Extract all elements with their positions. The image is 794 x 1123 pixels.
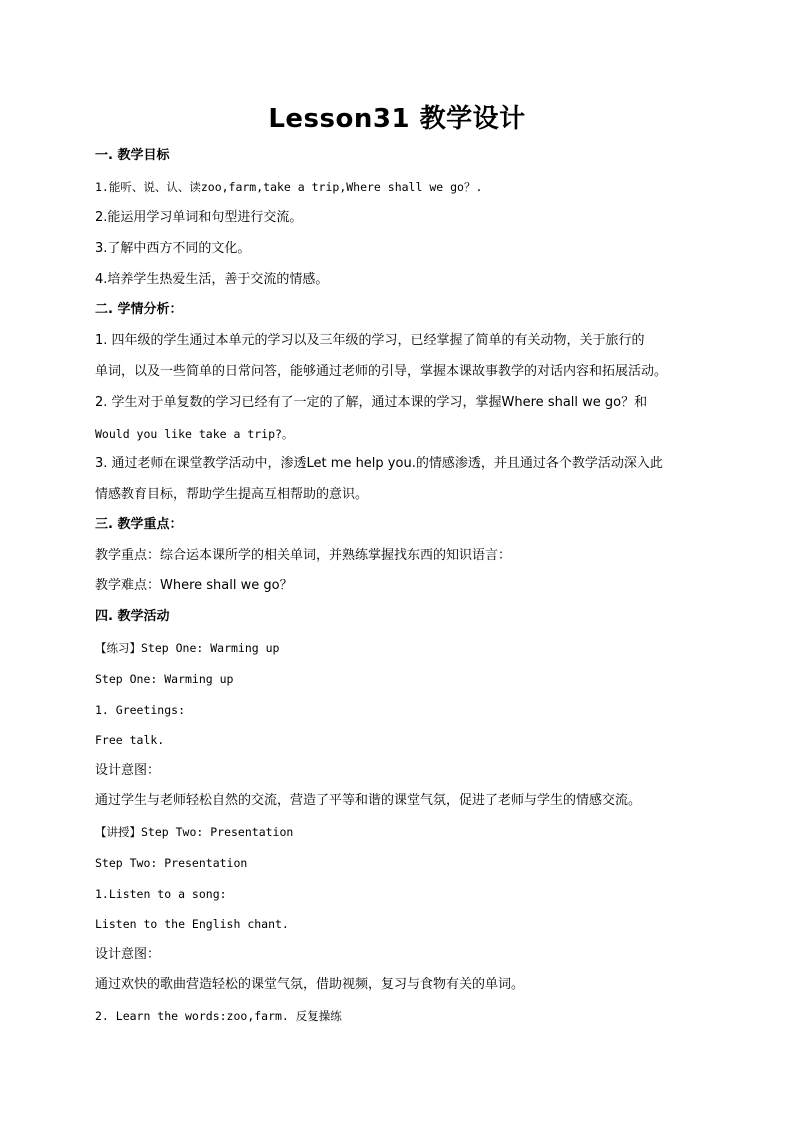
analysis-paragraph-3-line-1: 3. 通过老师在课堂教学活动中，渗透Let me help you.的情感渗透，并且通过各个教学活动深入此	[95, 456, 663, 471]
analysis-paragraph-2-line-2: Would you like take a trip?。	[95, 427, 294, 441]
key-points-focus: 教学重点：综合运本课所学的相关单词，并熟练掌握找东西的知识语言：	[95, 548, 512, 563]
document-title: Lesson31 教学设计	[268, 104, 526, 134]
analysis-paragraph-1-line-1: 1. 四年级的学生通过本单元的学习以及三年级的学习，已经掌握了简单的有关动物，关于旅行的	[95, 333, 645, 348]
step-one-detail: Free talk.	[95, 733, 165, 747]
step-two-intent: 通过欢快的歌曲营造轻松的课堂气氛，借助视频，复习与食物有关的单词。	[95, 977, 525, 992]
objective-item-4: 4.培养学生热爱生活，善于交流的情感。	[95, 272, 329, 287]
step-one-tag: 【练习】Step One: Warming up	[95, 641, 280, 655]
step-two-title: Step Two: Presentation	[95, 856, 248, 870]
analysis-heading: 二. 学情分析：	[95, 302, 183, 317]
step-one-item: 1. Greetings:	[95, 703, 186, 717]
analysis-paragraph-1-line-2: 单词，以及一些简单的日常问答，能够通过老师的引导，掌握本课故事教学的对话内容和拓展活动。	[95, 364, 668, 379]
key-points-heading: 三. 教学重点：	[95, 517, 183, 532]
analysis-paragraph-3-line-2: 情感教育目标，帮助学生提高互相帮助的意识。	[95, 487, 369, 502]
step-two-item-2: 2. Learn the words:zoo,farm. 反复操练	[95, 1009, 342, 1023]
step-one-intent-label: 设计意图：	[95, 763, 161, 778]
step-two-item-1: 1.Listen to a song:	[95, 887, 227, 901]
objective-item-3: 3.了解中西方不同的文化。	[95, 241, 251, 256]
step-two-intent-label: 设计意图：	[95, 947, 161, 962]
activities-heading: 四. 教学活动	[95, 609, 170, 624]
key-points-difficulty: 教学难点：Where shall we go？	[95, 578, 293, 593]
objectives-heading: 一. 教学目标	[95, 148, 170, 163]
step-two-tag: 【讲授】Step Two: Presentation	[95, 825, 294, 839]
objective-item-1: 1.能听、说、认、读zoo,farm,take a trip,Where shall we go？.	[95, 180, 483, 194]
analysis-paragraph-2-line-1: 2. 学生对于单复数的学习已经有了一定的了解，通过本课的学习，掌握Where shall we go？和	[95, 395, 648, 410]
objective-item-2: 2.能运用学习单词和句型进行交流。	[95, 210, 303, 225]
step-two-detail-1: Listen to the English chant.	[95, 917, 289, 931]
step-one-intent: 通过学生与老师轻松自然的交流，营造了平等和谐的课堂气氛，促进了老师与学生的情感交流。	[95, 793, 642, 808]
step-one-title: Step One: Warming up	[95, 672, 234, 686]
